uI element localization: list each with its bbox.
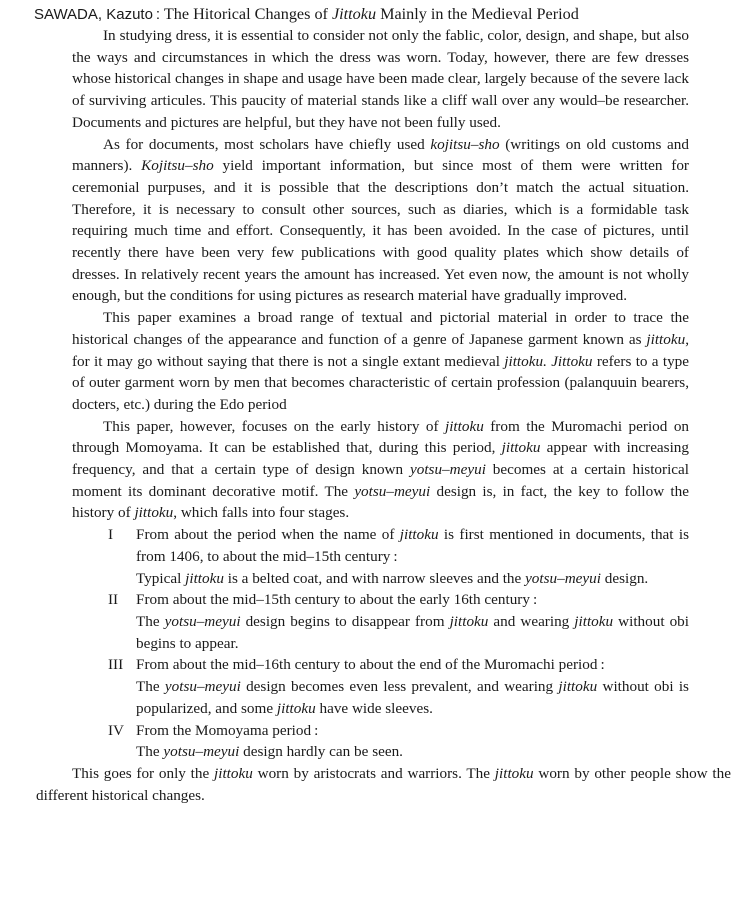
italic-term: jittoku — [558, 678, 598, 696]
italic-term: yotsu–meyui — [163, 743, 240, 761]
italic-term: jittoku — [134, 504, 174, 522]
italic-term: Kojitsu–sho — [141, 157, 214, 175]
italic-term: jittoku — [444, 417, 484, 435]
text-run: appear with increasing frequency, and that a certain type of design known — [72, 439, 689, 479]
stage-heading — [72, 720, 689, 742]
text-run: without obi begins to appear. — [136, 612, 689, 652]
body-paragraph — [72, 307, 689, 416]
text-run: This paper examines a broad range of textual and pictorial material in order to trace the historical changes of the appearance and function of a genre of Japanese garment known as — [72, 309, 689, 348]
stage-number: IV — [108, 721, 125, 739]
text-run: This goes for only the — [72, 764, 215, 782]
text-run: From about the mid–16th century to about the end of the Muromachi period : — [136, 656, 605, 674]
text-run: As for documents, most scholars have chiefly used — [103, 135, 431, 153]
stage-item — [72, 524, 689, 589]
italic-term: jittoku — [646, 330, 686, 348]
stage-item — [72, 589, 689, 654]
text-run: is first mentioned in documents, that is from 1406, to about the mid–15th century : — [136, 526, 689, 565]
closing-paragraph — [36, 763, 731, 806]
body-paragraph — [72, 134, 689, 308]
title-italic-term: Jittoku — [331, 5, 377, 23]
stage-number: III — [108, 656, 124, 674]
italic-term: jittoku — [574, 612, 614, 630]
text-run: design becomes even less prevalent, and wearing — [240, 678, 559, 696]
stage-number: II — [108, 591, 119, 609]
text-run: design begins to disappear from — [240, 612, 450, 630]
italic-term: yotsu–meyui — [164, 612, 241, 630]
body-paragraph — [72, 416, 689, 525]
italic-term: jittoku — [494, 764, 534, 782]
italic-term: yotsu–meyui — [525, 569, 601, 587]
body-paragraph — [72, 25, 689, 134]
italic-term: jittoku — [214, 764, 253, 782]
italic-term: jittoku — [276, 699, 316, 717]
italic-term: yotsu–meyui — [410, 461, 486, 479]
text-run: have wide sleeves. — [315, 699, 433, 717]
stage-heading — [72, 524, 689, 567]
stage-number: I — [108, 526, 114, 544]
text-run: The — [136, 678, 165, 696]
text-run: , which falls into four stages. — [173, 504, 350, 522]
italic-term: kojitsu–sho — [430, 135, 500, 153]
italic-term: yotsu–meyui — [164, 678, 241, 696]
text-run: becomes at a certain historical moment its dominant decorative motif. The — [72, 461, 689, 500]
text-run: yield important information, but since most of them were written for ceremonial purpuses, and it is possible that the descriptions don’t match the actual situation. Therefore, it is necessary to consult other sources, such as diaries, which is a formidable task requiring much time and effort. Consequently, it has been avoided. In the case of pictures, until recently there have been very few publications with good quality plates which show details of dresses. In relatively recent years the amount has increased. Yet even now, the amount is not wholly enough, but the conditions for using pictures as research material have gradually improved. — [72, 157, 689, 305]
text-run: design. — [600, 569, 649, 587]
paragraph-list — [72, 25, 689, 524]
text-run: design is, in fact, the key to follow the history of — [72, 482, 689, 522]
title-text-before: The Hitorical Changes of — [160, 5, 332, 23]
text-run: The — [136, 743, 164, 761]
text-run: worn by other people show the different historical changes. — [36, 764, 731, 804]
article-title — [34, 4, 734, 25]
text-run: Typical — [136, 569, 186, 587]
italic-term: jittoku. — [504, 352, 547, 370]
italic-term: jittoku — [185, 569, 224, 587]
text-run: refers to a type of outer garment worn by men that becomes characteristic of certain profession (palanquuin bearers, docters, etc.) during the Edo period — [72, 352, 689, 413]
stage-item — [72, 654, 689, 719]
stage-item — [72, 720, 689, 763]
text-run: This paper, however, focuses on the early history of — [103, 417, 445, 435]
stage-list — [72, 524, 689, 763]
author-name: SAWADA, Kazuto : — [34, 6, 161, 23]
italic-term: jittoku — [449, 612, 489, 630]
italic-term: Jittoku — [551, 352, 593, 370]
italic-term: yotsu–meyui — [354, 482, 431, 500]
text-run: , for it may go without saying that there is not a single extant medieval — [72, 330, 689, 370]
text-run: In studying dress, it is essential to consider not only the fablic, color, design, and shape, but also the ways and circumstances in which the dress was worn. Today, however, there are few dresses whose historical changes in shape and usage have been made clear, largely because of the severe lack of surviving articules. This paucity of material stands like a cliff wall over any would–be researcher. Documents and pictures are helpful, but they have not been fully used. — [72, 27, 689, 131]
title-text-after: Mainly in the Medieval Period — [376, 5, 579, 23]
text-run: The — [136, 612, 165, 630]
text-run: is a belted coat, and with narrow sleeves and the — [223, 569, 526, 587]
text-run: worn by aristocrats and warriors. The — [252, 764, 495, 782]
text-run: design hardly can be seen. — [239, 743, 403, 761]
stage-description — [72, 676, 689, 719]
stage-heading — [72, 654, 689, 676]
text-run: From the Momoyama period : — [136, 721, 319, 739]
abstract-body — [36, 25, 731, 806]
text-run: from the Muromachi period on through Momoyama. It can be established that, during this period, — [72, 417, 690, 457]
text-run: From about the period when the name of — [136, 526, 400, 544]
stage-description — [72, 568, 689, 590]
stage-description — [72, 741, 689, 763]
text-run: without obi is popularized, and some — [136, 678, 689, 717]
stage-heading — [72, 589, 689, 611]
italic-term: jittoku — [501, 439, 541, 457]
italic-term: jittoku — [399, 526, 439, 544]
text-run: (writings on old customs and manners). — [72, 135, 689, 175]
text-run: From about the mid–15th century to about the early 16th century : — [136, 591, 538, 609]
stage-description — [72, 611, 689, 654]
text-run: and wearing — [488, 612, 575, 630]
